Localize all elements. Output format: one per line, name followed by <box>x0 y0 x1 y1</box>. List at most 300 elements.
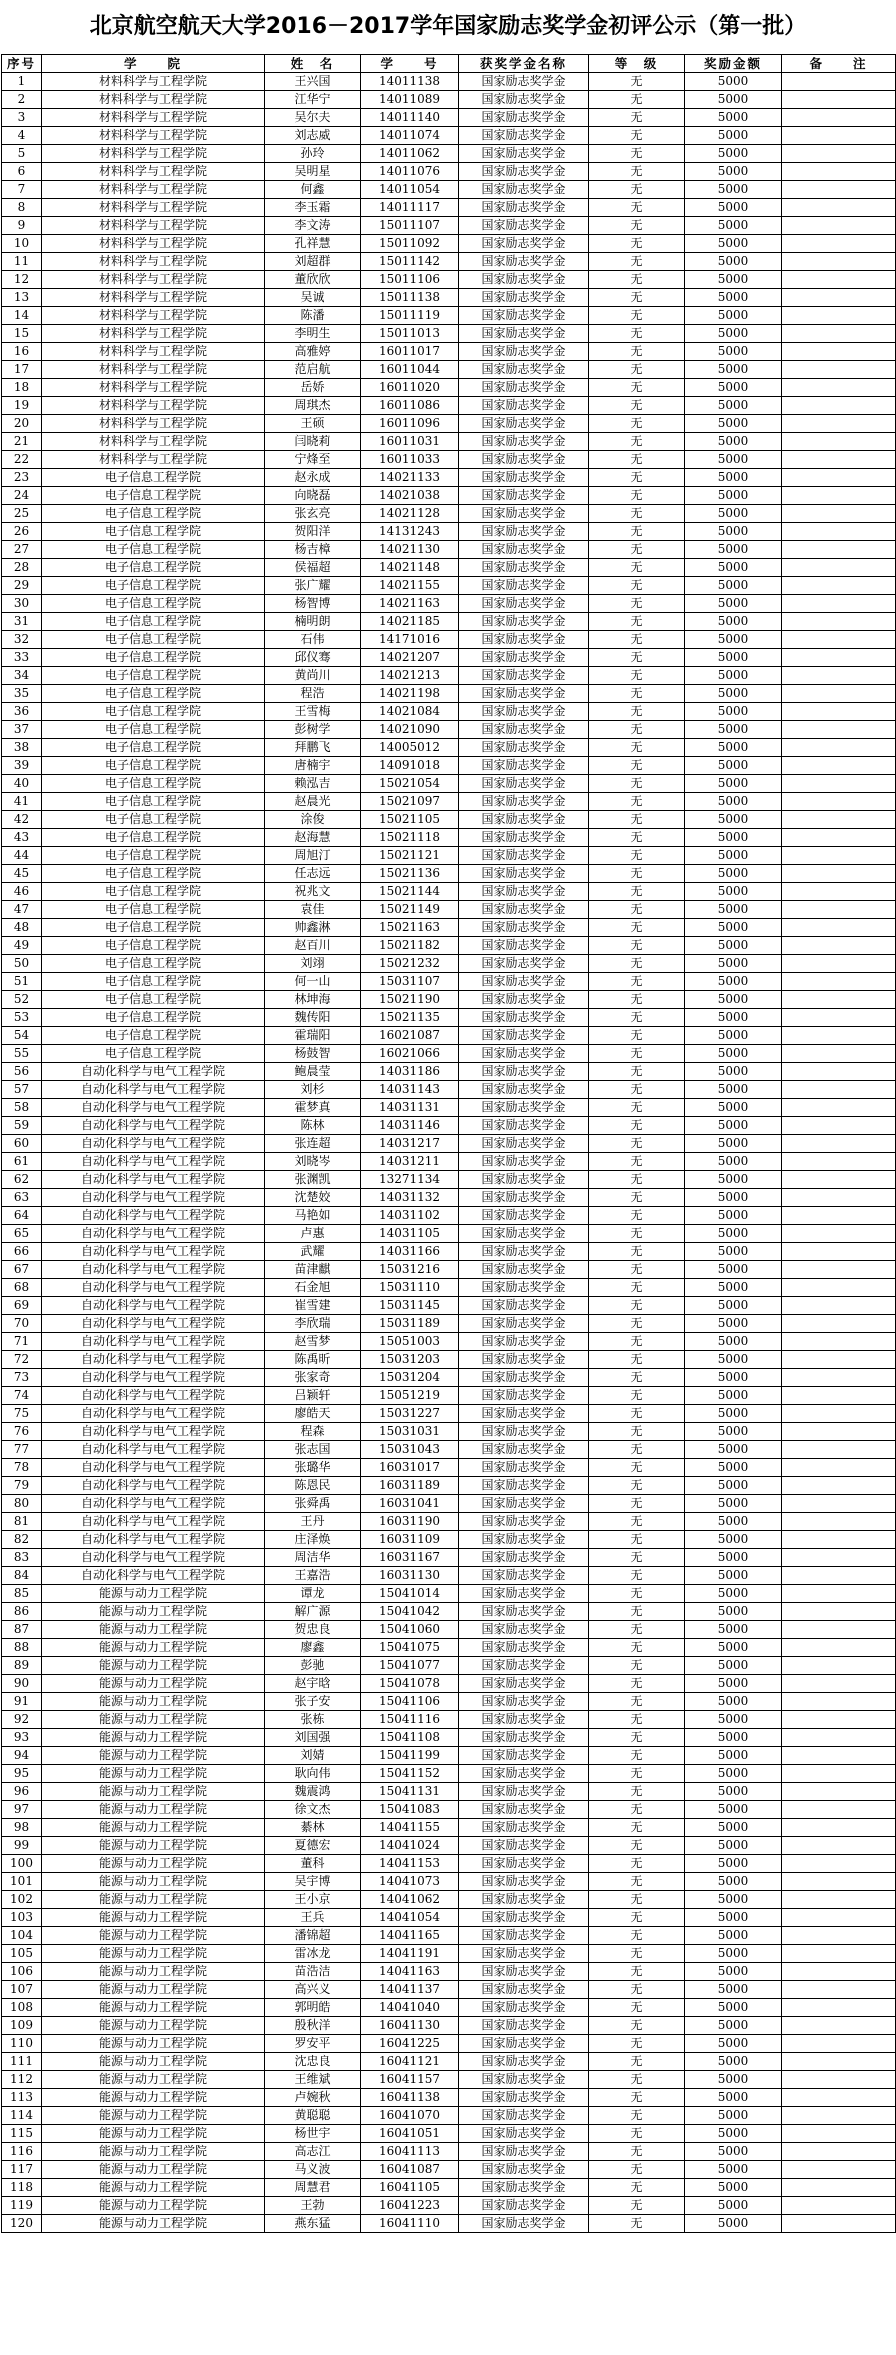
table-row <box>2 289 896 307</box>
table-row <box>2 1441 896 1459</box>
cell-amount: 5000 <box>685 577 782 595</box>
table-row <box>2 1333 896 1351</box>
cell-award: 国家励志奖学金 <box>459 433 589 451</box>
cell-level: 无 <box>589 991 685 1009</box>
cell-note <box>782 883 896 901</box>
cell-college: 自动化科学与电气工程学院 <box>42 1099 265 1117</box>
cell-student-id: 14021038 <box>361 487 459 505</box>
cell-note <box>782 613 896 631</box>
cell-note <box>782 2107 896 2125</box>
cell-award: 国家励志奖学金 <box>459 2143 589 2161</box>
table-row <box>2 1927 896 1945</box>
cell-student-id: 15041106 <box>361 1693 459 1711</box>
cell-college: 自动化科学与电气工程学院 <box>42 1351 265 1369</box>
cell-note <box>782 739 896 757</box>
cell-note <box>782 2197 896 2215</box>
cell-name: 周旭汀 <box>265 847 361 865</box>
table-row <box>2 883 896 901</box>
cell-student-id: 16011017 <box>361 343 459 361</box>
cell-level: 无 <box>589 739 685 757</box>
cell-student-id: 14041073 <box>361 1873 459 1891</box>
cell-student-id: 14031102 <box>361 1207 459 1225</box>
cell-note <box>782 1567 896 1585</box>
cell-award: 国家励志奖学金 <box>459 397 589 415</box>
cell-amount: 5000 <box>685 361 782 379</box>
cell-name: 何鑫 <box>265 181 361 199</box>
cell-level: 无 <box>589 2017 685 2035</box>
cell-student-id: 15031107 <box>361 973 459 991</box>
cell-college: 能源与动力工程学院 <box>42 2143 265 2161</box>
cell-index: 16 <box>2 343 42 361</box>
cell-name: 刘超群 <box>265 253 361 271</box>
cell-student-id: 16031190 <box>361 1513 459 1531</box>
cell-amount: 5000 <box>685 2179 782 2197</box>
cell-level: 无 <box>589 1963 685 1981</box>
cell-index: 77 <box>2 1441 42 1459</box>
cell-name: 陈潘 <box>265 307 361 325</box>
table-row <box>2 1657 896 1675</box>
cell-name: 武耀 <box>265 1243 361 1261</box>
cell-college: 电子信息工程学院 <box>42 559 265 577</box>
cell-amount: 5000 <box>685 775 782 793</box>
cell-award: 国家励志奖学金 <box>459 2161 589 2179</box>
cell-index: 33 <box>2 649 42 667</box>
cell-note <box>782 793 896 811</box>
cell-student-id: 14011062 <box>361 145 459 163</box>
cell-level: 无 <box>589 199 685 217</box>
cell-amount: 5000 <box>685 289 782 307</box>
cell-college: 自动化科学与电气工程学院 <box>42 1261 265 1279</box>
cell-note <box>782 1189 896 1207</box>
cell-college: 能源与动力工程学院 <box>42 2017 265 2035</box>
cell-note <box>782 649 896 667</box>
cell-award: 国家励志奖学金 <box>459 1135 589 1153</box>
cell-note <box>782 91 896 109</box>
cell-index: 63 <box>2 1189 42 1207</box>
table-row <box>2 991 896 1009</box>
cell-award: 国家励志奖学金 <box>459 1423 589 1441</box>
cell-name: 杨智博 <box>265 595 361 613</box>
cell-student-id: 15031110 <box>361 1279 459 1297</box>
cell-index: 84 <box>2 1567 42 1585</box>
cell-amount: 5000 <box>685 1909 782 1927</box>
cell-name: 张渊凯 <box>265 1171 361 1189</box>
cell-college: 自动化科学与电气工程学院 <box>42 1495 265 1513</box>
cell-award: 国家励志奖学金 <box>459 649 589 667</box>
cell-award: 国家励志奖学金 <box>459 451 589 469</box>
cell-college: 材料科学与工程学院 <box>42 199 265 217</box>
cell-note <box>782 2143 896 2161</box>
cell-award: 国家励志奖学金 <box>459 1549 589 1567</box>
cell-amount: 5000 <box>685 793 782 811</box>
table-row <box>2 1675 896 1693</box>
cell-amount: 5000 <box>685 1963 782 1981</box>
cell-award: 国家励志奖学金 <box>459 253 589 271</box>
cell-college: 能源与动力工程学院 <box>42 1675 265 1693</box>
cell-note <box>782 1801 896 1819</box>
cell-index: 74 <box>2 1387 42 1405</box>
cell-index: 65 <box>2 1225 42 1243</box>
cell-award: 国家励志奖学金 <box>459 2035 589 2053</box>
cell-student-id: 15041108 <box>361 1729 459 1747</box>
cell-student-id: 16041087 <box>361 2161 459 2179</box>
cell-student-id: 14031186 <box>361 1063 459 1081</box>
cell-amount: 5000 <box>685 1927 782 1945</box>
cell-student-id: 15051219 <box>361 1387 459 1405</box>
cell-level: 无 <box>589 217 685 235</box>
cell-level: 无 <box>589 1171 685 1189</box>
cell-name: 王维斌 <box>265 2071 361 2089</box>
cell-name: 陈禹昕 <box>265 1351 361 1369</box>
cell-note <box>782 1891 896 1909</box>
cell-award: 国家励志奖学金 <box>459 1999 589 2017</box>
cell-amount: 5000 <box>685 2071 782 2089</box>
cell-index: 5 <box>2 145 42 163</box>
cell-note <box>782 1333 896 1351</box>
table-row <box>2 181 896 199</box>
cell-name: 黄聪聪 <box>265 2107 361 2125</box>
cell-level: 无 <box>589 793 685 811</box>
cell-college: 能源与动力工程学院 <box>42 1603 265 1621</box>
cell-amount: 5000 <box>685 1747 782 1765</box>
cell-student-id: 14021213 <box>361 667 459 685</box>
cell-level: 无 <box>589 1639 685 1657</box>
cell-note <box>782 1063 896 1081</box>
cell-award: 国家励志奖学金 <box>459 2053 589 2071</box>
cell-award: 国家励志奖学金 <box>459 235 589 253</box>
cell-level: 无 <box>589 1225 685 1243</box>
cell-award: 国家励志奖学金 <box>459 1279 589 1297</box>
cell-level: 无 <box>589 2125 685 2143</box>
cell-college: 电子信息工程学院 <box>42 757 265 775</box>
cell-amount: 5000 <box>685 469 782 487</box>
cell-index: 19 <box>2 397 42 415</box>
cell-name: 廖皓天 <box>265 1405 361 1423</box>
cell-level: 无 <box>589 757 685 775</box>
cell-award: 国家励志奖学金 <box>459 1729 589 1747</box>
table-row <box>2 325 896 343</box>
cell-amount: 5000 <box>685 901 782 919</box>
table-row <box>2 2161 896 2179</box>
cell-note <box>782 1081 896 1099</box>
cell-level: 无 <box>589 865 685 883</box>
cell-name: 霍梦真 <box>265 1099 361 1117</box>
cell-name: 高兴义 <box>265 1981 361 1999</box>
cell-award: 国家励志奖学金 <box>459 775 589 793</box>
cell-college: 能源与动力工程学院 <box>42 1945 265 1963</box>
cell-college: 自动化科学与电气工程学院 <box>42 1135 265 1153</box>
cell-college: 电子信息工程学院 <box>42 991 265 1009</box>
table-row <box>2 685 896 703</box>
cell-note <box>782 1963 896 1981</box>
cell-index: 18 <box>2 379 42 397</box>
table-row <box>2 433 896 451</box>
cell-student-id: 14021163 <box>361 595 459 613</box>
cell-name: 帅鑫淋 <box>265 919 361 937</box>
cell-amount: 5000 <box>685 1873 782 1891</box>
cell-name: 魏震鸿 <box>265 1783 361 1801</box>
cell-award: 国家励志奖学金 <box>459 379 589 397</box>
cell-note <box>782 1639 896 1657</box>
cell-award: 国家励志奖学金 <box>459 1333 589 1351</box>
cell-award: 国家励志奖学金 <box>459 1027 589 1045</box>
cell-level: 无 <box>589 1909 685 1927</box>
cell-student-id: 15021144 <box>361 883 459 901</box>
cell-index: 55 <box>2 1045 42 1063</box>
cell-name: 董欣欣 <box>265 271 361 289</box>
table-row <box>2 1639 896 1657</box>
cell-college: 自动化科学与电气工程学院 <box>42 1387 265 1405</box>
cell-award: 国家励志奖学金 <box>459 1189 589 1207</box>
cell-name: 王硕 <box>265 415 361 433</box>
cell-level: 无 <box>589 1009 685 1027</box>
cell-index: 85 <box>2 1585 42 1603</box>
table-row <box>2 1117 896 1135</box>
cell-student-id: 14171016 <box>361 631 459 649</box>
table-row <box>2 1189 896 1207</box>
cell-note <box>782 1729 896 1747</box>
cell-level: 无 <box>589 1765 685 1783</box>
cell-level: 无 <box>589 1459 685 1477</box>
table-row <box>2 199 896 217</box>
cell-amount: 5000 <box>685 127 782 145</box>
cell-student-id: 15041152 <box>361 1765 459 1783</box>
table-row <box>2 973 896 991</box>
cell-student-id: 15041078 <box>361 1675 459 1693</box>
cell-index: 118 <box>2 2179 42 2197</box>
cell-name: 刘婧 <box>265 1747 361 1765</box>
cell-college: 能源与动力工程学院 <box>42 2035 265 2053</box>
table-body <box>2 73 896 2233</box>
cell-award: 国家励志奖学金 <box>459 1747 589 1765</box>
cell-note <box>782 217 896 235</box>
cell-name: 赵永成 <box>265 469 361 487</box>
cell-note <box>782 469 896 487</box>
cell-student-id: 15031043 <box>361 1441 459 1459</box>
cell-index: 116 <box>2 2143 42 2161</box>
cell-award: 国家励志奖学金 <box>459 577 589 595</box>
cell-level: 无 <box>589 1117 685 1135</box>
cell-index: 102 <box>2 1891 42 1909</box>
cell-award: 国家励志奖学金 <box>459 415 589 433</box>
cell-level: 无 <box>589 1891 685 1909</box>
cell-amount: 5000 <box>685 1603 782 1621</box>
cell-index: 108 <box>2 1999 42 2017</box>
cell-college: 材料科学与工程学院 <box>42 217 265 235</box>
cell-level: 无 <box>589 415 685 433</box>
cell-award: 国家励志奖学金 <box>459 505 589 523</box>
cell-note <box>782 1603 896 1621</box>
cell-college: 能源与动力工程学院 <box>42 1765 265 1783</box>
cell-student-id: 14031217 <box>361 1135 459 1153</box>
cell-college: 电子信息工程学院 <box>42 685 265 703</box>
cell-name: 黄尚川 <box>265 667 361 685</box>
cell-level: 无 <box>589 1855 685 1873</box>
cell-student-id: 15041060 <box>361 1621 459 1639</box>
cell-award: 国家励志奖学金 <box>459 181 589 199</box>
cell-amount: 5000 <box>685 649 782 667</box>
cell-college: 电子信息工程学院 <box>42 667 265 685</box>
cell-level: 无 <box>589 1189 685 1207</box>
table-row <box>2 1999 896 2017</box>
cell-note <box>782 2179 896 2197</box>
cell-college: 自动化科学与电气工程学院 <box>42 1441 265 1459</box>
cell-student-id: 15021121 <box>361 847 459 865</box>
cell-student-id: 15031203 <box>361 1351 459 1369</box>
cell-index: 120 <box>2 2215 42 2233</box>
cell-name: 涂俊 <box>265 811 361 829</box>
table-row <box>2 829 896 847</box>
cell-amount: 5000 <box>685 2143 782 2161</box>
cell-note <box>782 1135 896 1153</box>
table-row <box>2 397 896 415</box>
cell-name: 任志远 <box>265 865 361 883</box>
cell-note <box>782 181 896 199</box>
cell-note <box>782 1927 896 1945</box>
cell-name: 苗浩洁 <box>265 1963 361 1981</box>
cell-level: 无 <box>589 1423 685 1441</box>
cell-award: 国家励志奖学金 <box>459 1927 589 1945</box>
cell-student-id: 14031166 <box>361 1243 459 1261</box>
cell-college: 电子信息工程学院 <box>42 883 265 901</box>
cell-note <box>782 235 896 253</box>
cell-student-id: 14021207 <box>361 649 459 667</box>
table-row <box>2 2035 896 2053</box>
cell-note <box>782 1027 896 1045</box>
cell-amount: 5000 <box>685 487 782 505</box>
cell-name: 殷秋洋 <box>265 2017 361 2035</box>
cell-amount: 5000 <box>685 1891 782 1909</box>
cell-note <box>782 1855 896 1873</box>
cell-name: 沈楚姣 <box>265 1189 361 1207</box>
cell-note <box>782 1243 896 1261</box>
cell-level: 无 <box>589 595 685 613</box>
cell-student-id: 15011092 <box>361 235 459 253</box>
cell-college: 能源与动力工程学院 <box>42 1693 265 1711</box>
cell-name: 孙玲 <box>265 145 361 163</box>
cell-name: 宁烽至 <box>265 451 361 469</box>
cell-index: 45 <box>2 865 42 883</box>
cell-amount: 5000 <box>685 1477 782 1495</box>
cell-index: 88 <box>2 1639 42 1657</box>
cell-student-id: 14131243 <box>361 523 459 541</box>
cell-award: 国家励志奖学金 <box>459 199 589 217</box>
cell-amount: 5000 <box>685 235 782 253</box>
cell-college: 自动化科学与电气工程学院 <box>42 1063 265 1081</box>
cell-award: 国家励志奖学金 <box>459 1171 589 1189</box>
cell-name: 解广源 <box>265 1603 361 1621</box>
cell-amount: 5000 <box>685 1549 782 1567</box>
cell-index: 95 <box>2 1765 42 1783</box>
table-row <box>2 721 896 739</box>
cell-note <box>782 595 896 613</box>
cell-level: 无 <box>589 1747 685 1765</box>
cell-note <box>782 1279 896 1297</box>
cell-index: 21 <box>2 433 42 451</box>
cell-college: 电子信息工程学院 <box>42 739 265 757</box>
cell-name: 杨鼓智 <box>265 1045 361 1063</box>
cell-note <box>782 1441 896 1459</box>
cell-student-id: 15011142 <box>361 253 459 271</box>
cell-college: 材料科学与工程学院 <box>42 127 265 145</box>
cell-level: 无 <box>589 1351 685 1369</box>
cell-college: 自动化科学与电气工程学院 <box>42 1117 265 1135</box>
cell-amount: 5000 <box>685 991 782 1009</box>
cell-index: 80 <box>2 1495 42 1513</box>
cell-college: 自动化科学与电气工程学院 <box>42 1297 265 1315</box>
cell-index: 110 <box>2 2035 42 2053</box>
cell-note <box>782 1099 896 1117</box>
cell-name: 王小京 <box>265 1891 361 1909</box>
cell-award: 国家励志奖学金 <box>459 487 589 505</box>
table-row <box>2 2071 896 2089</box>
cell-award: 国家励志奖学金 <box>459 217 589 235</box>
cell-college: 能源与动力工程学院 <box>42 1801 265 1819</box>
cell-name: 岳娇 <box>265 379 361 397</box>
cell-student-id: 15031204 <box>361 1369 459 1387</box>
cell-note <box>782 973 896 991</box>
cell-amount: 5000 <box>685 1081 782 1099</box>
cell-student-id: 14031143 <box>361 1081 459 1099</box>
cell-amount: 5000 <box>685 2197 782 2215</box>
cell-student-id: 16031167 <box>361 1549 459 1567</box>
cell-amount: 5000 <box>685 1513 782 1531</box>
cell-student-id: 14011117 <box>361 199 459 217</box>
cell-award: 国家励志奖学金 <box>459 145 589 163</box>
cell-student-id: 16021066 <box>361 1045 459 1063</box>
cell-level: 无 <box>589 1207 685 1225</box>
cell-award: 国家励志奖学金 <box>459 1063 589 1081</box>
cell-name: 邱仪骞 <box>265 649 361 667</box>
cell-amount: 5000 <box>685 1585 782 1603</box>
table-row <box>2 343 896 361</box>
cell-student-id: 14021130 <box>361 541 459 559</box>
cell-note <box>782 1369 896 1387</box>
cell-amount: 5000 <box>685 1117 782 1135</box>
table-row <box>2 1549 896 1567</box>
cell-award: 国家励志奖学金 <box>459 703 589 721</box>
cell-level: 无 <box>589 973 685 991</box>
cell-level: 无 <box>589 2107 685 2125</box>
cell-award: 国家励志奖学金 <box>459 1567 589 1585</box>
cell-student-id: 15021105 <box>361 811 459 829</box>
cell-note <box>782 199 896 217</box>
cell-student-id: 15031031 <box>361 1423 459 1441</box>
cell-level: 无 <box>589 937 685 955</box>
cell-note <box>782 253 896 271</box>
cell-amount: 5000 <box>685 1459 782 1477</box>
cell-college: 能源与动力工程学院 <box>42 1729 265 1747</box>
cell-amount: 5000 <box>685 1567 782 1585</box>
cell-note <box>782 397 896 415</box>
cell-amount: 5000 <box>685 1027 782 1045</box>
cell-name: 刘国强 <box>265 1729 361 1747</box>
cell-note <box>782 289 896 307</box>
cell-note <box>782 1585 896 1603</box>
cell-amount: 5000 <box>685 541 782 559</box>
cell-college: 电子信息工程学院 <box>42 901 265 919</box>
cell-index: 53 <box>2 1009 42 1027</box>
cell-student-id: 15011119 <box>361 307 459 325</box>
cell-level: 无 <box>589 1405 685 1423</box>
cell-amount: 5000 <box>685 1801 782 1819</box>
cell-index: 44 <box>2 847 42 865</box>
cell-amount: 5000 <box>685 1243 782 1261</box>
table-row <box>2 613 896 631</box>
cell-name: 卢婉秋 <box>265 2089 361 2107</box>
table-row <box>2 2089 896 2107</box>
cell-amount: 5000 <box>685 685 782 703</box>
